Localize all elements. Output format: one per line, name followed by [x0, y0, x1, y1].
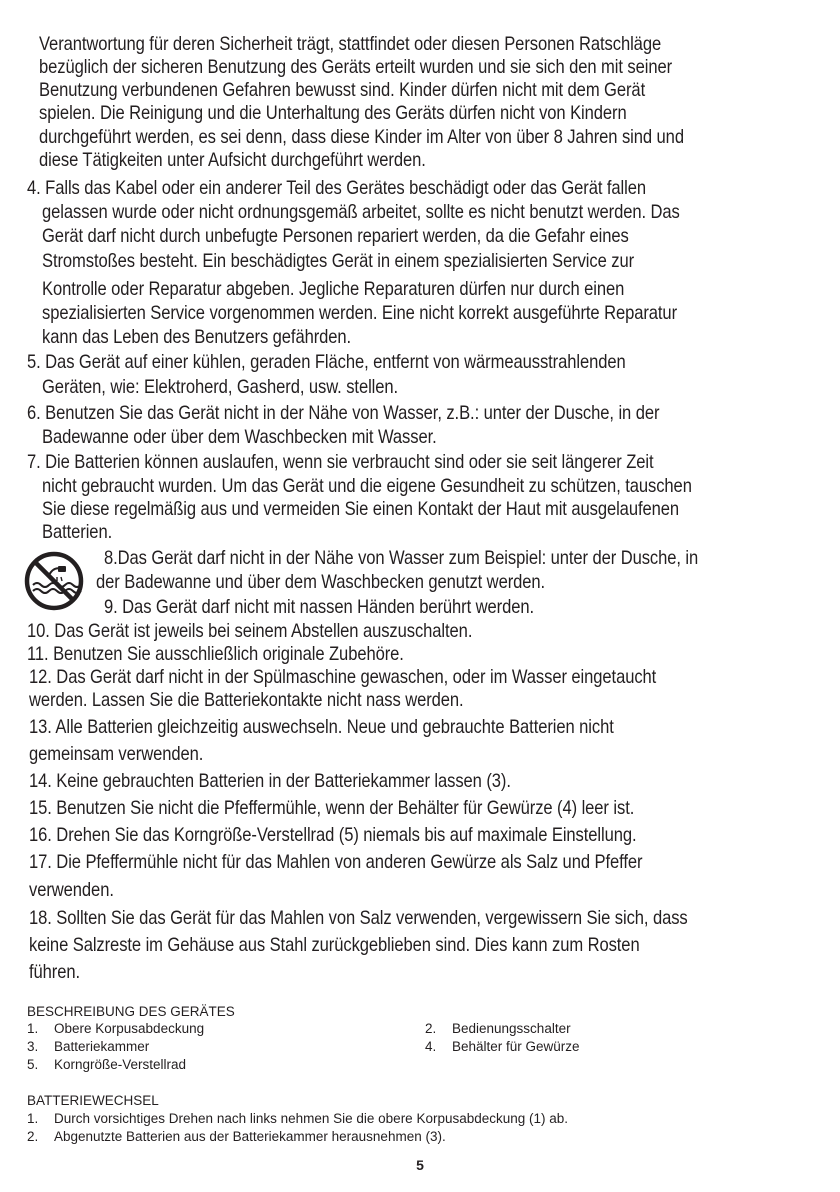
battery-heading: BATTERIEWECHSEL	[27, 1093, 159, 1108]
item-6-line: Badewanne oder über dem Waschbecken mit Wasser.	[42, 426, 437, 448]
item-7-line: 7. Die Batterien können auslaufen, wenn sie verbraucht sind oder sie seit längerer Zeit	[27, 451, 654, 473]
item-11-line: 11. Benutzen Sie ausschließlich originale Zubehöre.	[27, 643, 404, 665]
intro-line: Benutzung verbundenen Gefahren bewusst sind. Kinder dürfen nicht mit dem Gerät	[39, 79, 646, 101]
part-number: 5.	[27, 1057, 39, 1072]
intro-line: diese Tätigkeiten unter Aufsicht durchgeführt werden.	[39, 149, 426, 171]
intro-line: spielen. Die Reinigung und die Unterhaltung des Geräts dürfen nicht von Kindern	[39, 102, 627, 124]
item-17-line: verwenden.	[29, 879, 114, 901]
item-9-line: 9. Das Gerät darf nicht mit nassen Händen berührt werden.	[104, 596, 535, 618]
item-8-line: der Badewanne und über dem Waschbecken genutzt werden.	[96, 571, 546, 593]
no-water-prohibition-icon	[22, 549, 86, 613]
item-16-line: 16. Drehen Sie das Korngröße-Verstellrad (5) niemals bis auf maximale Einstellung.	[29, 824, 637, 846]
item-13-line: 13. Alle Batterien gleichzeitig auswechseln. Neue und gebrauchte Batterien nicht	[29, 716, 614, 738]
item-8-line: 8.Das Gerät darf nicht in der Nähe von Wasser zum Beispiel: unter der Dusche, in	[104, 547, 699, 569]
description-heading: BESCHREIBUNG DES GERÄTES	[27, 1004, 235, 1019]
part-number: 2.	[425, 1021, 437, 1036]
part-item	[27, 1021, 204, 1037]
battery-step	[27, 1129, 446, 1145]
item-4-line: Gerät darf nicht durch unbefugte Personen repariert werden, da die Gefahr eines	[42, 225, 629, 247]
part-item	[425, 1039, 580, 1055]
item-6-line: 6. Benutzen Sie das Gerät nicht in der Nähe von Wasser, z.B.: unter der Dusche, in der	[27, 402, 660, 424]
step-text: Abgenutzte Batterien aus der Batteriekammer herausnehmen (3).	[54, 1129, 446, 1144]
intro-line: bezüglich der sicheren Benutzung des Geräts erteilt wurden und sie sich den mit seiner	[39, 56, 673, 78]
item-15-line: 15. Benutzen Sie nicht die Pfeffermühle, wenn der Behälter für Gewürze (4) leer ist.	[29, 797, 635, 819]
item-17-line: 17. Die Pfeffermühle nicht für das Mahlen von anderen Gewürze als Salz und Pfeffer	[29, 851, 643, 873]
part-number: 3.	[27, 1039, 39, 1054]
part-label: Behälter für Gewürze	[452, 1039, 580, 1054]
step-number: 1.	[27, 1111, 39, 1126]
part-item	[425, 1021, 571, 1037]
part-label: Bedienungsschalter	[452, 1021, 571, 1036]
part-label: Korngröße-Verstellrad	[54, 1057, 187, 1072]
item-18-line: 18. Sollten Sie das Gerät für das Mahlen von Salz verwenden, vergewissern Sie sich, dass	[29, 907, 688, 929]
battery-step	[27, 1111, 568, 1127]
part-label: Batteriekammer	[54, 1039, 150, 1054]
item-4-line: Stromstoßes besteht. Ein beschädigtes Gerät in einem spezialisierten Service zur	[42, 250, 635, 272]
item-7-line: Batterien.	[42, 521, 113, 543]
part-number: 4.	[425, 1039, 437, 1054]
item-4-line: 4. Falls das Kabel oder ein anderer Teil des Gerätes beschädigt oder das Gerät fallen	[27, 177, 647, 199]
item-7-line: Sie diese regelmäßig aus und vermeiden Sie einen Kontakt der Haut mit ausgelaufenen	[42, 498, 680, 520]
item-12-line: 12. Das Gerät darf nicht in der Spülmaschine gewaschen, oder im Wasser eingetaucht	[29, 666, 657, 688]
item-4-line: gelassen wurde oder nicht ordnungsgemäß arbeitet, sollte es nicht benutzt werden. Das	[42, 201, 680, 223]
part-label: Obere Korpusabdeckung	[54, 1021, 205, 1036]
item-10-line: 10. Das Gerät ist jeweils bei seinem Abstellen auszuschalten.	[27, 620, 473, 642]
intro-line: Verantwortung für deren Sicherheit trägt, stattfindet oder diesen Personen Ratschläge	[39, 33, 662, 55]
step-text: Durch vorsichtiges Drehen nach links nehmen Sie die obere Korpusabdeckung (1) ab.	[54, 1111, 569, 1126]
part-number: 1.	[27, 1021, 39, 1036]
item-5-line: 5. Das Gerät auf einer kühlen, geraden Fläche, entfernt von wärmeausstrahlenden	[27, 351, 626, 373]
item-12-line: werden. Lassen Sie die Batteriekontakte nicht nass werden.	[29, 689, 464, 711]
item-18-line: führen.	[29, 961, 81, 983]
part-item	[27, 1039, 149, 1055]
page-number: 5	[416, 1157, 424, 1173]
item-18-line: keine Salzreste im Gehäuse aus Stahl zurückgeblieben sind. Dies kann zum Rosten	[29, 934, 640, 956]
item-14-line: 14. Keine gebrauchten Batterien in der Batteriekammer lassen (3).	[29, 770, 511, 792]
part-item	[27, 1057, 186, 1073]
item-7-line: nicht gebraucht wurden. Um das Gerät und die eigene Gesundheit zu schützen, tauschen	[42, 475, 692, 497]
item-4-line: spezialisierten Service vorgenommen werden. Eine nicht korrekt ausgeführte Reparatur	[42, 302, 678, 324]
intro-line: durchgeführt werden, es sei denn, dass diese Kinder im Alter von über 8 Jahren sind und	[39, 126, 684, 148]
item-5-line: Geräten, wie: Elektroherd, Gasherd, usw. stellen.	[42, 376, 399, 398]
step-number: 2.	[27, 1129, 39, 1144]
item-4-line: kann das Leben des Benutzers gefährden.	[42, 326, 352, 348]
item-13-line: gemeinsam verwenden.	[29, 743, 204, 765]
item-4-line: Kontrolle oder Reparatur abgeben. Jegliche Reparaturen dürfen nur durch einen	[42, 278, 625, 300]
